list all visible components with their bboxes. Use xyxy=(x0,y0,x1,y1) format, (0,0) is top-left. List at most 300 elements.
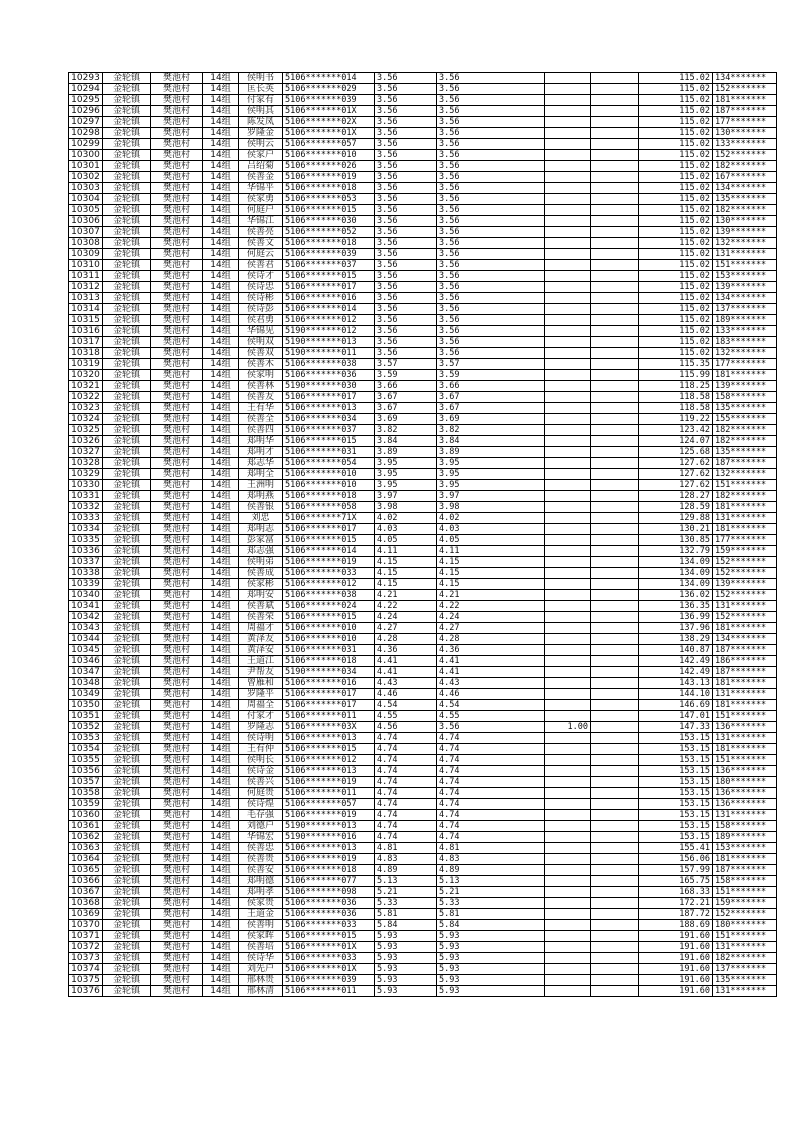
name-cell: 侯善安 xyxy=(239,865,283,876)
table-row xyxy=(69,876,777,887)
id-number-cell: 5106*******03X xyxy=(283,722,375,733)
group-cell: 14组 xyxy=(203,909,239,920)
town-cell: 金轮镇 xyxy=(103,953,151,964)
group-cell: 14组 xyxy=(203,106,239,117)
amount-cell: 115.02 xyxy=(639,73,713,84)
group-cell: 14组 xyxy=(203,865,239,876)
town-cell: 金轮镇 xyxy=(103,799,151,810)
town-cell: 金轮镇 xyxy=(103,381,151,392)
name-cell: 华锦见 xyxy=(239,326,283,337)
village-cell: 樊池村 xyxy=(151,436,203,447)
phone-cell: 153******* xyxy=(713,843,777,854)
group-cell: 14组 xyxy=(203,194,239,205)
amount-cell: 153.15 xyxy=(639,821,713,832)
village-cell: 樊池村 xyxy=(151,282,203,293)
area-c-cell xyxy=(591,865,639,876)
town-cell: 金轮镇 xyxy=(103,755,151,766)
phone-cell: 131******* xyxy=(713,986,777,997)
group-cell: 14组 xyxy=(203,139,239,150)
village-cell: 樊池村 xyxy=(151,689,203,700)
table-row xyxy=(69,172,777,183)
table-row xyxy=(69,205,777,216)
phone-cell: 152******* xyxy=(713,612,777,623)
group-cell: 14组 xyxy=(203,183,239,194)
area-total-cell: 4.56 xyxy=(375,722,437,733)
town-cell: 金轮镇 xyxy=(103,447,151,458)
area-total-cell: 3.56 xyxy=(375,84,437,95)
table-row xyxy=(69,942,777,953)
name-cell: 郑明志 xyxy=(239,524,283,535)
area-b-cell xyxy=(545,645,591,656)
name-cell: 罗隆金 xyxy=(239,128,283,139)
table-row xyxy=(69,678,777,689)
area-a-cell: 3.56 xyxy=(437,73,545,84)
row-number-cell: 10359 xyxy=(69,799,103,810)
area-b-cell xyxy=(545,931,591,942)
row-number-cell: 10362 xyxy=(69,832,103,843)
village-cell: 樊池村 xyxy=(151,832,203,843)
id-number-cell: 5106*******039 xyxy=(283,975,375,986)
id-number-cell: 5106*******019 xyxy=(283,777,375,788)
area-total-cell: 3.56 xyxy=(375,150,437,161)
area-b-cell xyxy=(545,623,591,634)
amount-cell: 191.60 xyxy=(639,986,713,997)
id-number-cell: 5106*******012 xyxy=(283,315,375,326)
amount-cell: 127.62 xyxy=(639,480,713,491)
town-cell: 金轮镇 xyxy=(103,117,151,128)
table-row xyxy=(69,557,777,568)
area-a-cell: 3.97 xyxy=(437,491,545,502)
id-number-cell: 5106*******013 xyxy=(283,843,375,854)
table-row xyxy=(69,84,777,95)
id-number-cell: 5106*******017 xyxy=(283,689,375,700)
area-c-cell xyxy=(591,557,639,568)
area-b-cell xyxy=(545,755,591,766)
name-cell: 侯君勇 xyxy=(239,315,283,326)
amount-cell: 115.02 xyxy=(639,348,713,359)
area-b-cell xyxy=(545,480,591,491)
area-b-cell xyxy=(545,447,591,458)
amount-cell: 115.02 xyxy=(639,128,713,139)
village-cell: 樊池村 xyxy=(151,667,203,678)
area-total-cell: 3.56 xyxy=(375,128,437,139)
village-cell: 樊池村 xyxy=(151,876,203,887)
name-cell: 郑志华 xyxy=(239,458,283,469)
amount-cell: 127.62 xyxy=(639,458,713,469)
id-number-cell: 5106*******026 xyxy=(283,161,375,172)
area-c-cell xyxy=(591,744,639,755)
name-cell: 罗隆平 xyxy=(239,689,283,700)
name-cell: 郑明德 xyxy=(239,876,283,887)
village-cell: 樊池村 xyxy=(151,711,203,722)
group-cell: 14组 xyxy=(203,744,239,755)
table-row xyxy=(69,788,777,799)
area-a-cell: 3.56 xyxy=(437,337,545,348)
name-cell: 罗隆志 xyxy=(239,722,283,733)
area-a-cell: 4.15 xyxy=(437,568,545,579)
area-c-cell xyxy=(591,282,639,293)
village-cell: 樊池村 xyxy=(151,700,203,711)
row-number-cell: 10366 xyxy=(69,876,103,887)
table-row xyxy=(69,282,777,293)
area-total-cell: 3.59 xyxy=(375,370,437,381)
amount-cell: 115.02 xyxy=(639,293,713,304)
area-total-cell: 4.74 xyxy=(375,799,437,810)
area-total-cell: 4.81 xyxy=(375,843,437,854)
area-a-cell: 4.21 xyxy=(437,590,545,601)
row-number-cell: 10309 xyxy=(69,249,103,260)
area-a-cell: 4.28 xyxy=(437,634,545,645)
amount-cell: 153.15 xyxy=(639,733,713,744)
area-total-cell: 5.81 xyxy=(375,909,437,920)
row-number-cell: 10352 xyxy=(69,722,103,733)
area-c-cell xyxy=(591,73,639,84)
phone-cell: 182******* xyxy=(713,425,777,436)
amount-cell: 115.02 xyxy=(639,260,713,271)
area-c-cell xyxy=(591,678,639,689)
amount-cell: 153.15 xyxy=(639,788,713,799)
amount-cell: 115.02 xyxy=(639,238,713,249)
amount-cell: 140.87 xyxy=(639,645,713,656)
group-cell: 14组 xyxy=(203,645,239,656)
id-number-cell: 5106*******018 xyxy=(283,238,375,249)
area-a-cell: 4.41 xyxy=(437,656,545,667)
area-b-cell xyxy=(545,832,591,843)
area-c-cell xyxy=(591,832,639,843)
area-a-cell: 3.56 xyxy=(437,139,545,150)
id-number-cell: 5106*******011 xyxy=(283,788,375,799)
id-number-cell: 5106*******039 xyxy=(283,249,375,260)
group-cell: 14组 xyxy=(203,392,239,403)
town-cell: 金轮镇 xyxy=(103,205,151,216)
name-cell: 侯诗华 xyxy=(239,953,283,964)
amount-cell: 128.27 xyxy=(639,491,713,502)
village-cell: 樊池村 xyxy=(151,271,203,282)
town-cell: 金轮镇 xyxy=(103,612,151,623)
amount-cell: 115.02 xyxy=(639,249,713,260)
area-b-cell xyxy=(545,260,591,271)
name-cell: 尹帮友 xyxy=(239,667,283,678)
amount-cell: 138.29 xyxy=(639,634,713,645)
area-total-cell: 3.95 xyxy=(375,480,437,491)
row-number-cell: 10323 xyxy=(69,403,103,414)
town-cell: 金轮镇 xyxy=(103,810,151,821)
table-row xyxy=(69,139,777,150)
row-number-cell: 10342 xyxy=(69,612,103,623)
group-cell: 14组 xyxy=(203,95,239,106)
area-a-cell: 3.56 xyxy=(437,216,545,227)
group-cell: 14组 xyxy=(203,414,239,425)
area-b-cell xyxy=(545,887,591,898)
area-b-cell xyxy=(545,590,591,601)
area-a-cell: 4.22 xyxy=(437,601,545,612)
area-c-cell xyxy=(591,458,639,469)
area-b-cell: 1.00 xyxy=(545,722,591,733)
table-row xyxy=(69,227,777,238)
id-number-cell: 5106*******098 xyxy=(283,887,375,898)
group-cell: 14组 xyxy=(203,205,239,216)
amount-cell: 115.02 xyxy=(639,337,713,348)
area-total-cell: 5.93 xyxy=(375,931,437,942)
table-row xyxy=(69,425,777,436)
group-cell: 14组 xyxy=(203,898,239,909)
group-cell: 14组 xyxy=(203,832,239,843)
area-c-cell xyxy=(591,953,639,964)
id-number-cell: 5106*******053 xyxy=(283,194,375,205)
amount-cell: 157.99 xyxy=(639,865,713,876)
amount-cell: 191.60 xyxy=(639,942,713,953)
id-number-cell: 5106*******058 xyxy=(283,502,375,513)
group-cell: 14组 xyxy=(203,601,239,612)
area-total-cell: 3.56 xyxy=(375,293,437,304)
phone-cell: 182******* xyxy=(713,436,777,447)
area-total-cell: 3.56 xyxy=(375,73,437,84)
village-cell: 樊池村 xyxy=(151,370,203,381)
town-cell: 金轮镇 xyxy=(103,865,151,876)
row-number-cell: 10335 xyxy=(69,535,103,546)
phone-cell: 131******* xyxy=(713,513,777,524)
name-cell: 侯诗金 xyxy=(239,766,283,777)
name-cell: 侯明书 xyxy=(239,73,283,84)
phone-cell: 139******* xyxy=(713,579,777,590)
row-number-cell: 10336 xyxy=(69,546,103,557)
area-c-cell xyxy=(591,579,639,590)
area-b-cell xyxy=(545,381,591,392)
area-a-cell: 4.11 xyxy=(437,546,545,557)
table-row xyxy=(69,480,777,491)
area-total-cell: 4.74 xyxy=(375,744,437,755)
row-number-cell: 10353 xyxy=(69,733,103,744)
id-number-cell: 5106*******031 xyxy=(283,645,375,656)
group-cell: 14组 xyxy=(203,777,239,788)
area-total-cell: 4.83 xyxy=(375,854,437,865)
phone-cell: 186******* xyxy=(713,656,777,667)
area-a-cell: 4.74 xyxy=(437,777,545,788)
town-cell: 金轮镇 xyxy=(103,887,151,898)
area-a-cell: 3.56 xyxy=(437,315,545,326)
area-total-cell: 3.56 xyxy=(375,315,437,326)
town-cell: 金轮镇 xyxy=(103,524,151,535)
amount-cell: 118.25 xyxy=(639,381,713,392)
amount-cell: 156.06 xyxy=(639,854,713,865)
area-b-cell xyxy=(545,810,591,821)
area-a-cell: 3.56 xyxy=(437,128,545,139)
name-cell: 侯家勇 xyxy=(239,194,283,205)
area-b-cell xyxy=(545,854,591,865)
amount-cell: 137.96 xyxy=(639,623,713,634)
area-c-cell xyxy=(591,733,639,744)
area-c-cell xyxy=(591,337,639,348)
row-number-cell: 10307 xyxy=(69,227,103,238)
town-cell: 金轮镇 xyxy=(103,579,151,590)
row-number-cell: 10361 xyxy=(69,821,103,832)
area-total-cell: 5.21 xyxy=(375,887,437,898)
village-cell: 樊池村 xyxy=(151,920,203,931)
group-cell: 14组 xyxy=(203,590,239,601)
town-cell: 金轮镇 xyxy=(103,557,151,568)
area-a-cell: 3.56 xyxy=(437,260,545,271)
amount-cell: 147.01 xyxy=(639,711,713,722)
row-number-cell: 10325 xyxy=(69,425,103,436)
table-row xyxy=(69,370,777,381)
name-cell: 侯善木 xyxy=(239,359,283,370)
amount-cell: 115.02 xyxy=(639,161,713,172)
area-c-cell xyxy=(591,722,639,733)
row-number-cell: 10304 xyxy=(69,194,103,205)
name-cell: 华锦江 xyxy=(239,216,283,227)
area-a-cell: 4.74 xyxy=(437,810,545,821)
id-number-cell: 5106*******015 xyxy=(283,205,375,216)
area-a-cell: 4.36 xyxy=(437,645,545,656)
area-b-cell xyxy=(545,293,591,304)
village-cell: 樊池村 xyxy=(151,898,203,909)
table-row xyxy=(69,722,777,733)
village-cell: 樊池村 xyxy=(151,766,203,777)
area-c-cell xyxy=(591,326,639,337)
row-number-cell: 10310 xyxy=(69,260,103,271)
area-b-cell xyxy=(545,964,591,975)
group-cell: 14组 xyxy=(203,491,239,502)
area-total-cell: 4.15 xyxy=(375,557,437,568)
id-number-cell: 5106*******024 xyxy=(283,601,375,612)
group-cell: 14组 xyxy=(203,117,239,128)
area-total-cell: 3.56 xyxy=(375,117,437,128)
id-number-cell: 5106*******010 xyxy=(283,150,375,161)
area-c-cell xyxy=(591,986,639,997)
area-a-cell: 5.21 xyxy=(437,887,545,898)
area-total-cell: 4.74 xyxy=(375,810,437,821)
village-cell: 樊池村 xyxy=(151,909,203,920)
amount-cell: 115.02 xyxy=(639,84,713,95)
area-c-cell xyxy=(591,975,639,986)
area-a-cell: 3.56 xyxy=(437,117,545,128)
area-total-cell: 3.56 xyxy=(375,106,437,117)
table-row xyxy=(69,975,777,986)
area-b-cell xyxy=(545,557,591,568)
area-b-cell xyxy=(545,777,591,788)
row-number-cell: 10354 xyxy=(69,744,103,755)
area-b-cell xyxy=(545,876,591,887)
town-cell: 金轮镇 xyxy=(103,128,151,139)
town-cell: 金轮镇 xyxy=(103,678,151,689)
group-cell: 14组 xyxy=(203,766,239,777)
area-c-cell xyxy=(591,403,639,414)
village-cell: 樊池村 xyxy=(151,678,203,689)
name-cell: 侯善忠 xyxy=(239,843,283,854)
town-cell: 金轮镇 xyxy=(103,348,151,359)
area-a-cell: 5.93 xyxy=(437,931,545,942)
area-total-cell: 3.56 xyxy=(375,304,437,315)
area-b-cell xyxy=(545,656,591,667)
village-cell: 樊池村 xyxy=(151,744,203,755)
row-number-cell: 10363 xyxy=(69,843,103,854)
area-c-cell xyxy=(591,898,639,909)
row-number-cell: 10293 xyxy=(69,73,103,84)
phone-cell: 137******* xyxy=(713,304,777,315)
group-cell: 14组 xyxy=(203,568,239,579)
town-cell: 金轮镇 xyxy=(103,392,151,403)
phone-cell: 131******* xyxy=(713,733,777,744)
area-c-cell xyxy=(591,436,639,447)
table-row xyxy=(69,766,777,777)
village-cell: 樊池村 xyxy=(151,986,203,997)
area-a-cell: 3.56 xyxy=(437,95,545,106)
town-cell: 金轮镇 xyxy=(103,711,151,722)
area-b-cell xyxy=(545,95,591,106)
row-number-cell: 10357 xyxy=(69,777,103,788)
table-row xyxy=(69,711,777,722)
village-cell: 樊池村 xyxy=(151,414,203,425)
area-a-cell: 4.74 xyxy=(437,744,545,755)
table-row xyxy=(69,898,777,909)
name-cell: 吕绍菊 xyxy=(239,161,283,172)
name-cell: 侯诗忠 xyxy=(239,282,283,293)
area-a-cell: 4.89 xyxy=(437,865,545,876)
area-b-cell xyxy=(545,975,591,986)
phone-cell: 187******* xyxy=(713,667,777,678)
id-number-cell: 5190*******034 xyxy=(283,667,375,678)
id-number-cell: 5106*******052 xyxy=(283,227,375,238)
area-c-cell xyxy=(591,843,639,854)
amount-cell: 115.02 xyxy=(639,117,713,128)
area-a-cell: 5.93 xyxy=(437,942,545,953)
amount-cell: 119.22 xyxy=(639,414,713,425)
area-b-cell xyxy=(545,458,591,469)
row-number-cell: 10329 xyxy=(69,469,103,480)
phone-cell: 155******* xyxy=(713,414,777,425)
area-b-cell xyxy=(545,117,591,128)
village-cell: 樊池村 xyxy=(151,964,203,975)
name-cell: 黄泽安 xyxy=(239,645,283,656)
phone-cell: 130******* xyxy=(713,216,777,227)
area-c-cell xyxy=(591,568,639,579)
area-total-cell: 4.22 xyxy=(375,601,437,612)
table-row xyxy=(69,95,777,106)
name-cell: 陈发凤 xyxy=(239,117,283,128)
phone-cell: 187******* xyxy=(713,106,777,117)
area-a-cell: 3.69 xyxy=(437,414,545,425)
village-cell: 樊池村 xyxy=(151,403,203,414)
area-total-cell: 4.54 xyxy=(375,700,437,711)
village-cell: 樊池村 xyxy=(151,535,203,546)
table-row xyxy=(69,623,777,634)
row-number-cell: 10326 xyxy=(69,436,103,447)
phone-cell: 152******* xyxy=(713,909,777,920)
group-cell: 14组 xyxy=(203,315,239,326)
area-total-cell: 4.43 xyxy=(375,678,437,689)
row-number-cell: 10299 xyxy=(69,139,103,150)
area-b-cell xyxy=(545,898,591,909)
group-cell: 14组 xyxy=(203,150,239,161)
table-row xyxy=(69,810,777,821)
village-cell: 樊池村 xyxy=(151,634,203,645)
data-table xyxy=(68,72,777,997)
amount-cell: 124.07 xyxy=(639,436,713,447)
amount-cell: 115.02 xyxy=(639,227,713,238)
row-number-cell: 10343 xyxy=(69,623,103,634)
area-a-cell: 4.02 xyxy=(437,513,545,524)
area-a-cell: 3.56 xyxy=(437,84,545,95)
village-cell: 樊池村 xyxy=(151,491,203,502)
phone-cell: 167******* xyxy=(713,172,777,183)
name-cell: 郑明安 xyxy=(239,590,283,601)
village-cell: 樊池村 xyxy=(151,975,203,986)
area-c-cell xyxy=(591,524,639,535)
area-c-cell xyxy=(591,381,639,392)
name-cell: 侯善金 xyxy=(239,172,283,183)
area-c-cell xyxy=(591,238,639,249)
amount-cell: 115.35 xyxy=(639,359,713,370)
